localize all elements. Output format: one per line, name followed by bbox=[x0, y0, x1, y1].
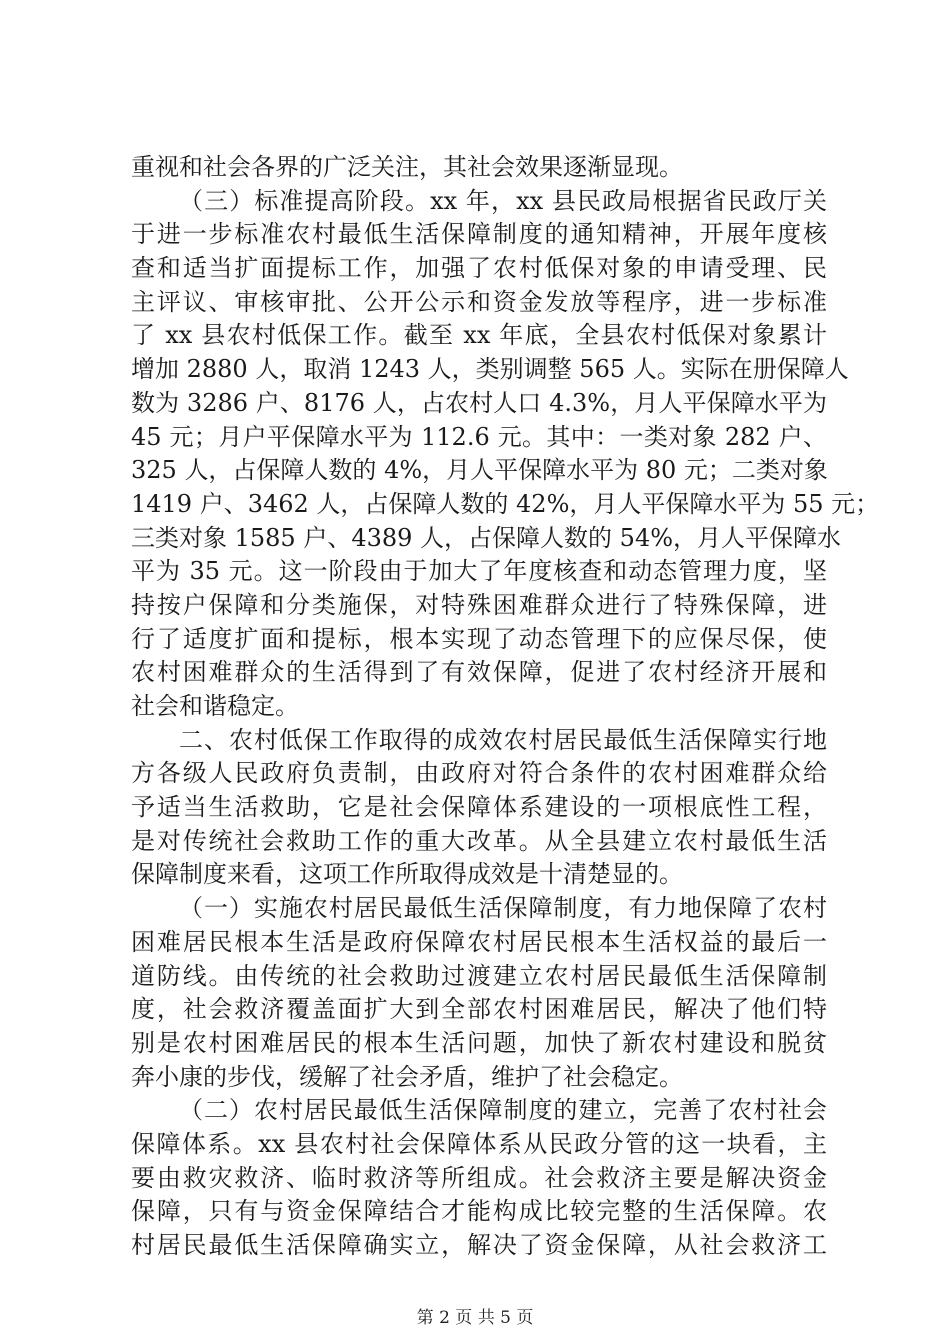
page-footer: 第 2 页 共 5 页 bbox=[416, 1308, 534, 1328]
text-line: 保障，只有与资金保障结合才能构成比较完整的生活保障。农 bbox=[131, 1197, 827, 1226]
text-line: 查和适当扩面提标工作，加强了农村低保对象的申请受理、民 bbox=[131, 254, 827, 283]
text-line: 道防线。由传统的社会救助过渡建立农村居民最低生活保障制 bbox=[131, 961, 827, 990]
text-line: 三类对象 1585 户、4389 人，占保障人数的 54%，月人平保障水 bbox=[131, 523, 842, 552]
text-line: 别是农村困难居民的根本生活问题，加快了新农村建设和脱贫 bbox=[131, 1028, 827, 1057]
text-line: 二、农村低保工作取得的成效农村居民最低生活保障实行地 bbox=[179, 725, 827, 754]
text-line: 于进一步标准农村最低生活保障制度的通知精神，开展年度核 bbox=[131, 220, 827, 249]
text-line: （二）农村居民最低生活保障制度的建立，完善了农村社会 bbox=[179, 1096, 827, 1125]
text-line: 要由救灾救济、临时救济等所组成。社会救济主要是解决资金 bbox=[131, 1163, 827, 1192]
text-line: （一）实施农村居民最低生活保障制度，有力地保障了农村 bbox=[179, 894, 827, 923]
text-line: 了 xx 县农村低保工作。截至 xx 年底，全县农村低保对象累计 bbox=[131, 321, 827, 350]
text-line: 持按户保障和分类施保，对特殊困难群众进行了特殊保障，进 bbox=[131, 590, 827, 619]
text-line: 村居民最低生活保障确实立，解决了资金保障，从社会救济工 bbox=[131, 1231, 827, 1259]
text-line: 平为 35 元。这一阶段由于加大了年度核查和动态管理力度，坚 bbox=[131, 557, 827, 586]
text-line: 45 元；月户平保障水平为 112.6 元。其中：一类对象 282 户、 bbox=[131, 422, 827, 451]
text-line: 予适当生活救助，它是社会保障体系建设的一项根底性工程， bbox=[131, 793, 827, 822]
document-body bbox=[131, 151, 880, 1263]
text-line: 是对传统社会救助工作的重大改革。从全县建立农村最低生活 bbox=[131, 826, 827, 855]
text-line: 度，社会救济覆盖面扩大到全部农村困难居民，解决了他们特 bbox=[131, 995, 827, 1024]
text-line: 保障制度来看，这项工作所取得成效是十清楚显的。 bbox=[131, 860, 683, 889]
text-line: 增加 2880 人，取消 1243 人，类别调整 565 人。实际在册保障人 bbox=[131, 355, 849, 384]
text-line: 方各级人民政府负责制，由政府对符合条件的农村困难群众给 bbox=[131, 759, 827, 788]
text-line: 保障体系。xx 县农村社会保障体系从民政分管的这一块看，主 bbox=[131, 1129, 827, 1158]
text-line: （三）标准提高阶段。xx 年，xx 县民政局根据省民政厅关 bbox=[179, 186, 827, 215]
text-line: 数为 3286 户、8176 人，占农村人口 4.3%，月人平保障水平为 bbox=[131, 388, 827, 417]
text-line: 农村困难群众的生活得到了有效保障，促进了农村经济开展和 bbox=[131, 658, 827, 687]
text-line: 困难居民根本生活是政府保障农村居民根本生活权益的最后一 bbox=[131, 927, 827, 956]
text-line: 行了适度扩面和提标，根本实现了动态管理下的应保尽保，使 bbox=[131, 624, 827, 653]
text-line: 1419 户、3462 人，占保障人数的 42%，月人平保障水平为 55 元； bbox=[131, 489, 880, 518]
text-line: 奔小康的步伐，缓解了社会矛盾，维护了社会稳定。 bbox=[131, 1062, 683, 1091]
text-line: 325 人，占保障人数的 4%，月人平保障水平为 80 元；二类对象 bbox=[131, 456, 828, 485]
text-line: 社会和谐稳定。 bbox=[131, 692, 299, 720]
text-line: 重视和社会各界的广泛关注，其社会效果逐渐显现。 bbox=[131, 153, 683, 181]
text-line: 主评议、审核审批、公开公示和资金发放等程序，进一步标准 bbox=[131, 287, 827, 316]
